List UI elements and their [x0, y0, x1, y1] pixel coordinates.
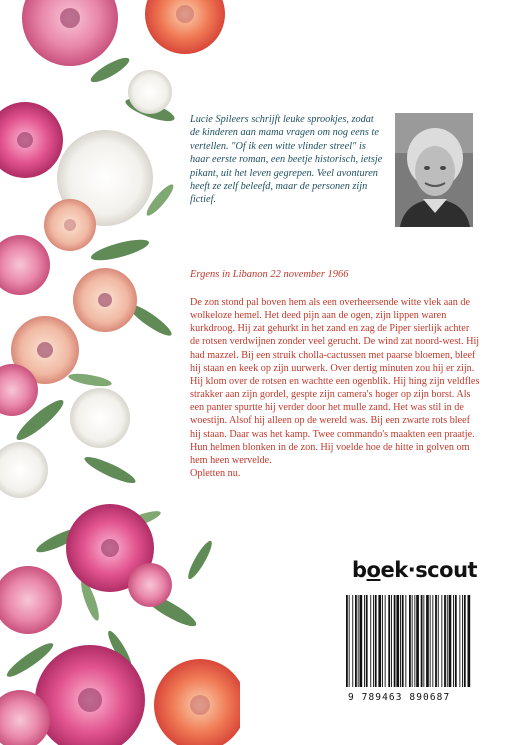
barcode-bar: [435, 595, 437, 687]
barcode-bar: [366, 595, 368, 687]
logo-part-1: b: [352, 558, 367, 582]
author-bio: Lucie Spileers schrijft leuke sprookjes, zodat de kinderen aan mama vragen om nog eens te vertellen. "Of ik een witte vlinder streel" is haar eerste roman, een beetje historisch, ietsje pikant, uit het leven gegrepen. Veel avonturen heeft ze zelf beleefd, maar de personen zijn fictief.: [190, 114, 383, 206]
barcode-bars: [342, 595, 474, 691]
barcode-bar: [358, 595, 359, 687]
barcode-bar: [355, 595, 357, 687]
barcode-bar: [449, 595, 452, 687]
barcode-bar: [444, 595, 446, 687]
excerpt-body: De zon stond pal boven hem als een overheersende witte vlek aan de wolkeloze hemel. Het deed pijn aan de ogen, zijn lippen waren kurkdroog. Hij zat gehurkt in het zand en zag de Piper sierlijk achter de rotsen verdwijnen zonder veel gerucht. De wind zat noord-west. Hij had mazzel. Bij een struik cholla-cactussen met paarse bloemen, bleef hij staan en keek op zijn uurwerk. Over dertig minuten zou hij er zijn. Hij klom over de rotsen en wachtte een ogenblik. Hij hing zijn veldfles strakker aan zijn gordel, gespte zijn camera's hoger op zijn borst. Als een panter spurtte hij verder door het mulle zand. Het was stil in de woestijn. Alsof hij alleen op de wereld was. Bij een zwarte rots bleef hij staan. Daar was het kamp. Twee commando's maakten een praatje. Hun helmen blonken in de zon. Hij voelde hoe de hitte in golven om hem heen wervelde.: [190, 297, 480, 466]
barcode-bar: [405, 595, 406, 687]
author-photo: [395, 113, 473, 227]
barcode-bar: [438, 595, 439, 687]
barcode-bar: [402, 595, 404, 687]
barcode-bar: [416, 595, 419, 687]
barcode-bar: [373, 595, 374, 687]
barcode-bar: [409, 595, 411, 687]
logo-part-3: ek: [380, 558, 408, 582]
barcode-bar: [396, 595, 399, 687]
publisher-logo: [352, 558, 482, 582]
barcode-bar: [370, 595, 371, 687]
isbn-number: 9 789463 890687: [348, 692, 451, 703]
barcode-bar: [400, 595, 401, 687]
barcode-bar: [382, 595, 383, 687]
barcode-bar: [364, 595, 365, 687]
barcode-bar: [432, 595, 433, 687]
barcode-bar: [455, 595, 457, 687]
isbn-barcode: [342, 595, 474, 705]
barcode-bar: [421, 595, 423, 687]
barcode-bar: [391, 595, 392, 687]
barcode-bar: [459, 595, 460, 687]
barcode-bar: [468, 595, 471, 687]
barcode-bar: [430, 595, 431, 687]
barcode-bar: [352, 595, 353, 687]
logo-part-2: o: [366, 558, 381, 582]
barcode-bar: [426, 595, 429, 687]
barcode-bar: [360, 595, 363, 687]
barcode-bar: [441, 595, 442, 687]
barcode-bar: [412, 595, 413, 687]
barcode-bar: [346, 595, 348, 687]
barcode-bar: [414, 595, 415, 687]
logo-dot: ·: [407, 558, 416, 582]
barcode-bar: [453, 595, 454, 687]
barcode-bar: [375, 595, 377, 687]
barcode-bar: [385, 595, 386, 687]
barcode-bar: [388, 595, 390, 687]
barcode-bar: [349, 595, 350, 687]
excerpt-closing: Opletten nu.: [190, 468, 241, 480]
logo-part-4: scout: [415, 558, 478, 582]
barcode-bar: [394, 595, 396, 687]
barcode-bar: [423, 595, 424, 687]
barcode-bar: [378, 595, 381, 687]
barcode-bar: [447, 595, 448, 687]
barcode-bar: [464, 595, 466, 687]
barcode-bar: [462, 595, 463, 687]
excerpt-text: [190, 296, 480, 480]
excerpt-dateline: Ergens in Libanon 22 november 1966: [190, 269, 349, 280]
